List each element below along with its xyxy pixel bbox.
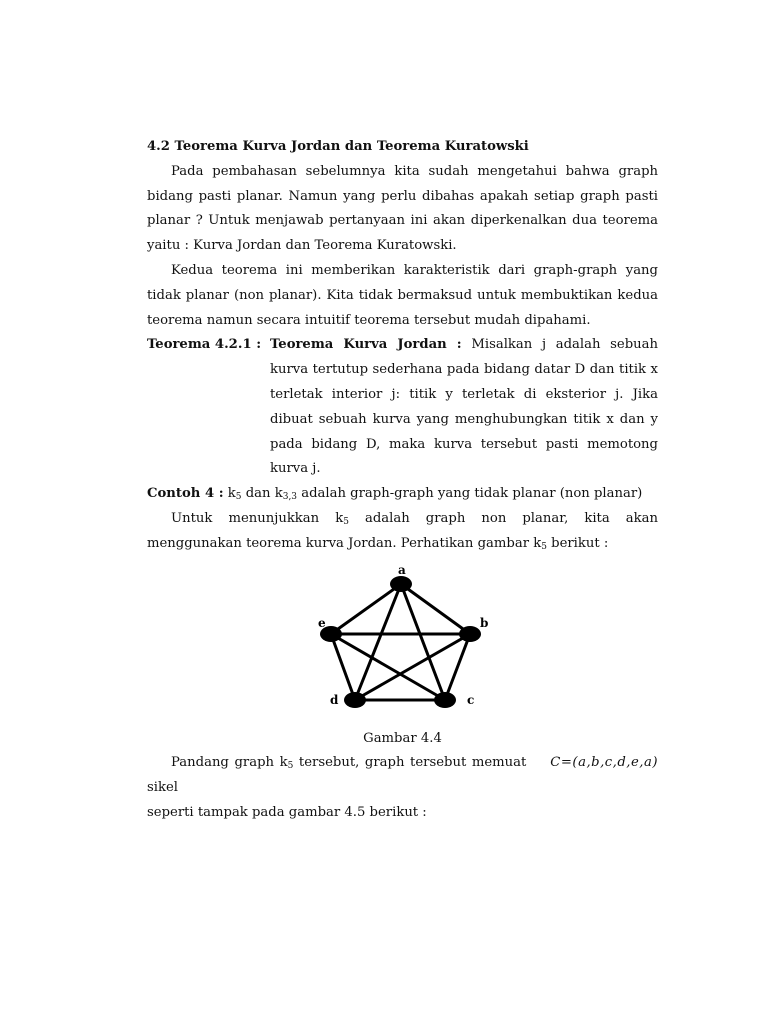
paragraph-2: Kedua teorema ini memberikan karakteristik dari graph-graph yang tidak planar (non planar). Kita tidak bermaksud untuk membuktikan kedua teorema namun secara intuitif teorema tersebut mudah dipahami. <box>147 262 658 328</box>
p3-b: adalah graph non planar, kita akan menggunakan teorema kurva Jordan. Perhatikan gambar k <box>147 510 658 551</box>
theorem-body <box>270 333 658 482</box>
k5-graph <box>147 557 658 727</box>
paragraph-4-line2: seperti tampak pada gambar 4.5 berikut : <box>147 804 427 820</box>
p3-sub2: 5 <box>541 541 547 552</box>
theorem-label: Teorema 4.2.1 : <box>147 337 262 353</box>
paragraph-3 <box>147 507 658 557</box>
p3-c: berikut : <box>546 535 609 551</box>
example-label: Contoh 4 : <box>147 486 224 502</box>
theorem-text: Misalkan j adalah sebuah kurva tertutup sederhana pada bidang datar D dan titik x terletak interior j: titik y terletak di eksterior j. Jika dibuat sebuah kurva yang menghubungkan titik x dan y pada bidang D, maka kurva tersebut pasti memotong kurva j. <box>270 337 659 477</box>
label-b: b <box>480 615 489 630</box>
paragraph-4 <box>147 751 658 801</box>
paragraph-1: Pada pembahasan sebelumnya kita sudah mengetahui bahwa graph bidang pasti planar. Namun yang perlu dibahas apakah setiap graph pasti planar ? Untuk menjawab pertanyaan ini akan diperkenalkan dua teorema yaitu : Kurva Jordan dan Teorema Kuratowski. <box>147 163 658 254</box>
p4-a: Pandang graph k <box>171 755 288 771</box>
label-e: e <box>318 615 326 630</box>
example-sub33: 3,3 <box>282 492 298 503</box>
example-k: k <box>227 486 236 502</box>
graph-edges <box>331 584 470 700</box>
edge-b-c <box>445 634 470 700</box>
edge-c-e <box>331 634 445 700</box>
p3-sub: 5 <box>343 516 349 527</box>
cycle-formula: C=(a,b,c,d,e,a) <box>550 755 658 771</box>
label-a: a <box>398 562 406 577</box>
edge-b-d <box>355 634 470 700</box>
p3-a: Untuk menunjukkan k <box>171 510 344 526</box>
p4-sub: 5 <box>287 761 294 772</box>
label-d: d <box>330 692 339 707</box>
label-c: c <box>467 692 475 707</box>
edge-d-e <box>331 634 355 700</box>
figure-caption: Gambar 4.4 <box>363 730 442 746</box>
vertex-b <box>459 626 481 642</box>
example-sub5: 5 <box>235 492 242 503</box>
vertex-c <box>434 692 456 708</box>
p4-b: tersebut, graph tersebut memuat sikel <box>147 755 527 796</box>
vertex-a <box>390 576 412 592</box>
example-line <box>147 482 658 507</box>
theorem-title: Teorema Kurva Jordan : <box>270 337 462 353</box>
example-rest: adalah graph-graph yang tidak planar (non planar) <box>297 486 643 502</box>
section-heading: 4.2 Teorema Kurva Jordan dan Teorema Kuratowski <box>147 139 529 154</box>
k5-graph-figure <box>147 557 658 727</box>
example-mid: dan k <box>241 486 283 502</box>
vertex-d <box>344 692 366 708</box>
document-page <box>147 135 658 826</box>
theorem-block <box>147 333 658 482</box>
